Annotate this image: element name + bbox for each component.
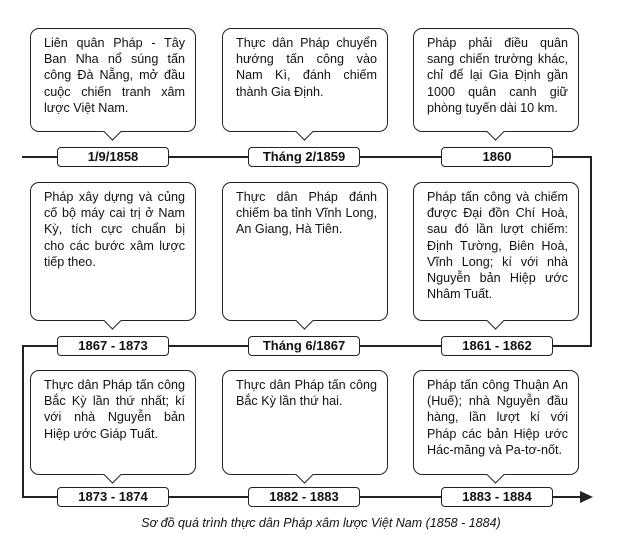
event-text: Thực dân Pháp đánh chiếm ba tỉnh Vĩnh Long, An Giang, Hà Tiên. [236,190,377,237]
date-label-1858: 1/9/1858 [57,147,169,167]
event-box-1882-1883 [222,370,388,475]
timeline-connector-right [590,156,592,346]
event-box-1883-1884 [413,370,579,475]
event-text: Pháp tấn công và chiếm được Đại đồn Chí Hoà, sau đó lần lượt chiếm: Định Tường, Biên Hoà, Vĩnh Long; kí với nhà Nguyễn bản Hiệp ước Nhâm Tuất. [427,190,568,302]
diagram-caption: Sơ đồ quá trình thực dân Pháp xâm lược Việt Nam (1858 - 1884) [141,516,501,530]
event-box-1860 [413,28,579,132]
date-label-1882-1883: 1882 - 1883 [248,487,360,507]
event-box-1861-1862 [413,182,579,321]
date-label-1867: Tháng 6/1867 [248,336,360,356]
event-box-1859 [222,28,388,132]
event-text: Liên quân Pháp - Tây Ban Nha nổ súng tấn công Đà Nẵng, mở đầu cuộc chiến tranh xâm lược Việt Nam. [44,36,185,115]
event-box-1867 [222,182,388,321]
date-label-1873-1874: 1873 - 1874 [57,487,169,507]
date-label-1860: 1860 [441,147,553,167]
event-text: Pháp xây dựng và củng cố bộ máy cai trị ở Nam Kỳ, tích cực chuẩn bị cho các bước xâm lược tiếp theo. [44,190,185,269]
event-box-1858 [30,28,196,132]
event-text: Pháp tấn công Thuận An (Huế); nhà Nguyễn đầu hàng, lần lượt kí với Pháp các bản Hiệp ước Hác-măng và Pa-tơ-nốt. [427,378,568,457]
event-box-1867-1873 [30,182,196,321]
date-label-1859: Tháng 2/1859 [248,147,360,167]
timeline-connector-left [22,345,24,497]
event-text: Pháp phải điều quân sang chiến trường khác, chỉ để lại Gia Định gần 1000 quân canh giữ phòng tuyến dài 10 km. [427,36,568,115]
date-label-1883-1884: 1883 - 1884 [441,487,553,507]
event-text: Thực dân Pháp chuyển hướng tấn công vào Nam Kì, đánh chiếm thành Gia Định. [236,36,377,99]
date-label-1861-1862: 1861 - 1862 [441,336,553,356]
event-box-1873-1874 [30,370,196,475]
timeline-arrowhead-icon [580,491,593,503]
event-text: Thực dân Pháp tấn công Bắc Kỳ lần thứ hai. [236,378,377,409]
event-text: Thực dân Pháp tấn công Bắc Kỳ lần thứ nhất; kí với nhà Nguyễn bản Hiệp ước Giáp Tuất. [44,378,185,441]
date-label-1867-1873: 1867 - 1873 [57,336,169,356]
